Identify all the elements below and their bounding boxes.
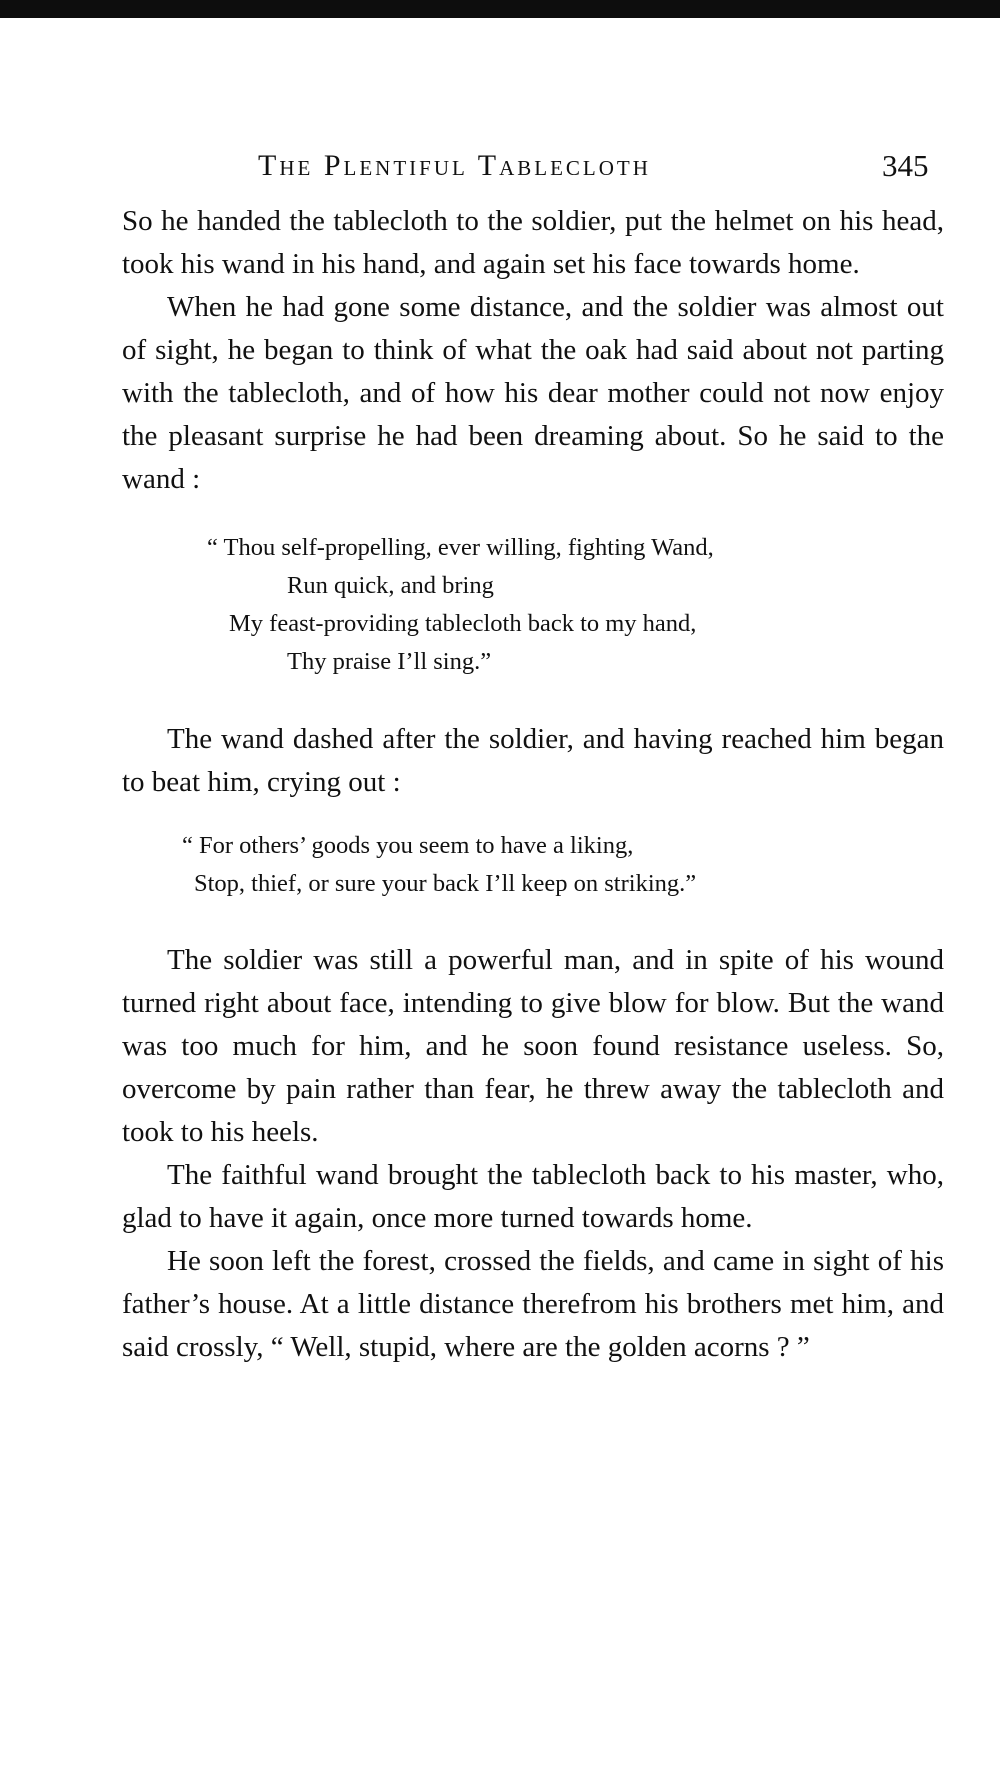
paragraph: He soon left the forest, crossed the fields, and came in sight of his father’s house. At a little distance therefrom his brothers met him, and said crossly, “ Well, stupid, where are the golden acorns ? ” xyxy=(122,1245,944,1363)
verse-wand-command xyxy=(122,529,944,681)
verse-line: “ For others’ goods you seem to have a liking, xyxy=(182,832,634,859)
paragraph: When he had gone some distance, and the soldier was almost out of sight, he began to think of what the oak had said about not parting with the tablecloth, and of how his dear mother could not now enjoy the pleasant surprise he had been dreaming about. So he said to the wand : xyxy=(122,291,944,495)
verse-wand-cry xyxy=(122,827,944,903)
verse-line: Thy praise I’ll sing.” xyxy=(287,648,492,675)
page-number: 345 xyxy=(882,148,929,183)
verse-line: “ Thou self-propelling, ever willing, fighting Wand, xyxy=(207,534,714,561)
running-header xyxy=(0,146,1000,186)
verse-line: Stop, thief, or sure your back I’ll keep on striking.” xyxy=(194,870,697,897)
running-title: The Plentiful Tablecloth xyxy=(258,149,651,182)
verse-line: Run quick, and bring xyxy=(287,572,494,599)
paragraph: The faithful wand brought the tablecloth back to his master, who, glad to have it again, once more turned towards home. xyxy=(122,1159,944,1234)
verse-line: My feast-providing tablecloth back to my hand, xyxy=(229,610,697,637)
paragraph: So he handed the tablecloth to the soldier, put the helmet on his head, took his wand in his hand, and again set his face towards home. xyxy=(122,205,944,280)
top-border-rule xyxy=(0,0,1000,18)
page-body xyxy=(122,200,944,1369)
paragraph: The soldier was still a powerful man, and in spite of his wound turned right about face, intending to give blow for blow. But the wand was too much for him, and he soon found resistance useless. So, overcome by pain rather than fear, he threw away the tablecloth and took to his heels. xyxy=(122,944,944,1148)
paragraph: The wand dashed after the soldier, and having reached him began to beat him, crying out : xyxy=(122,723,944,798)
